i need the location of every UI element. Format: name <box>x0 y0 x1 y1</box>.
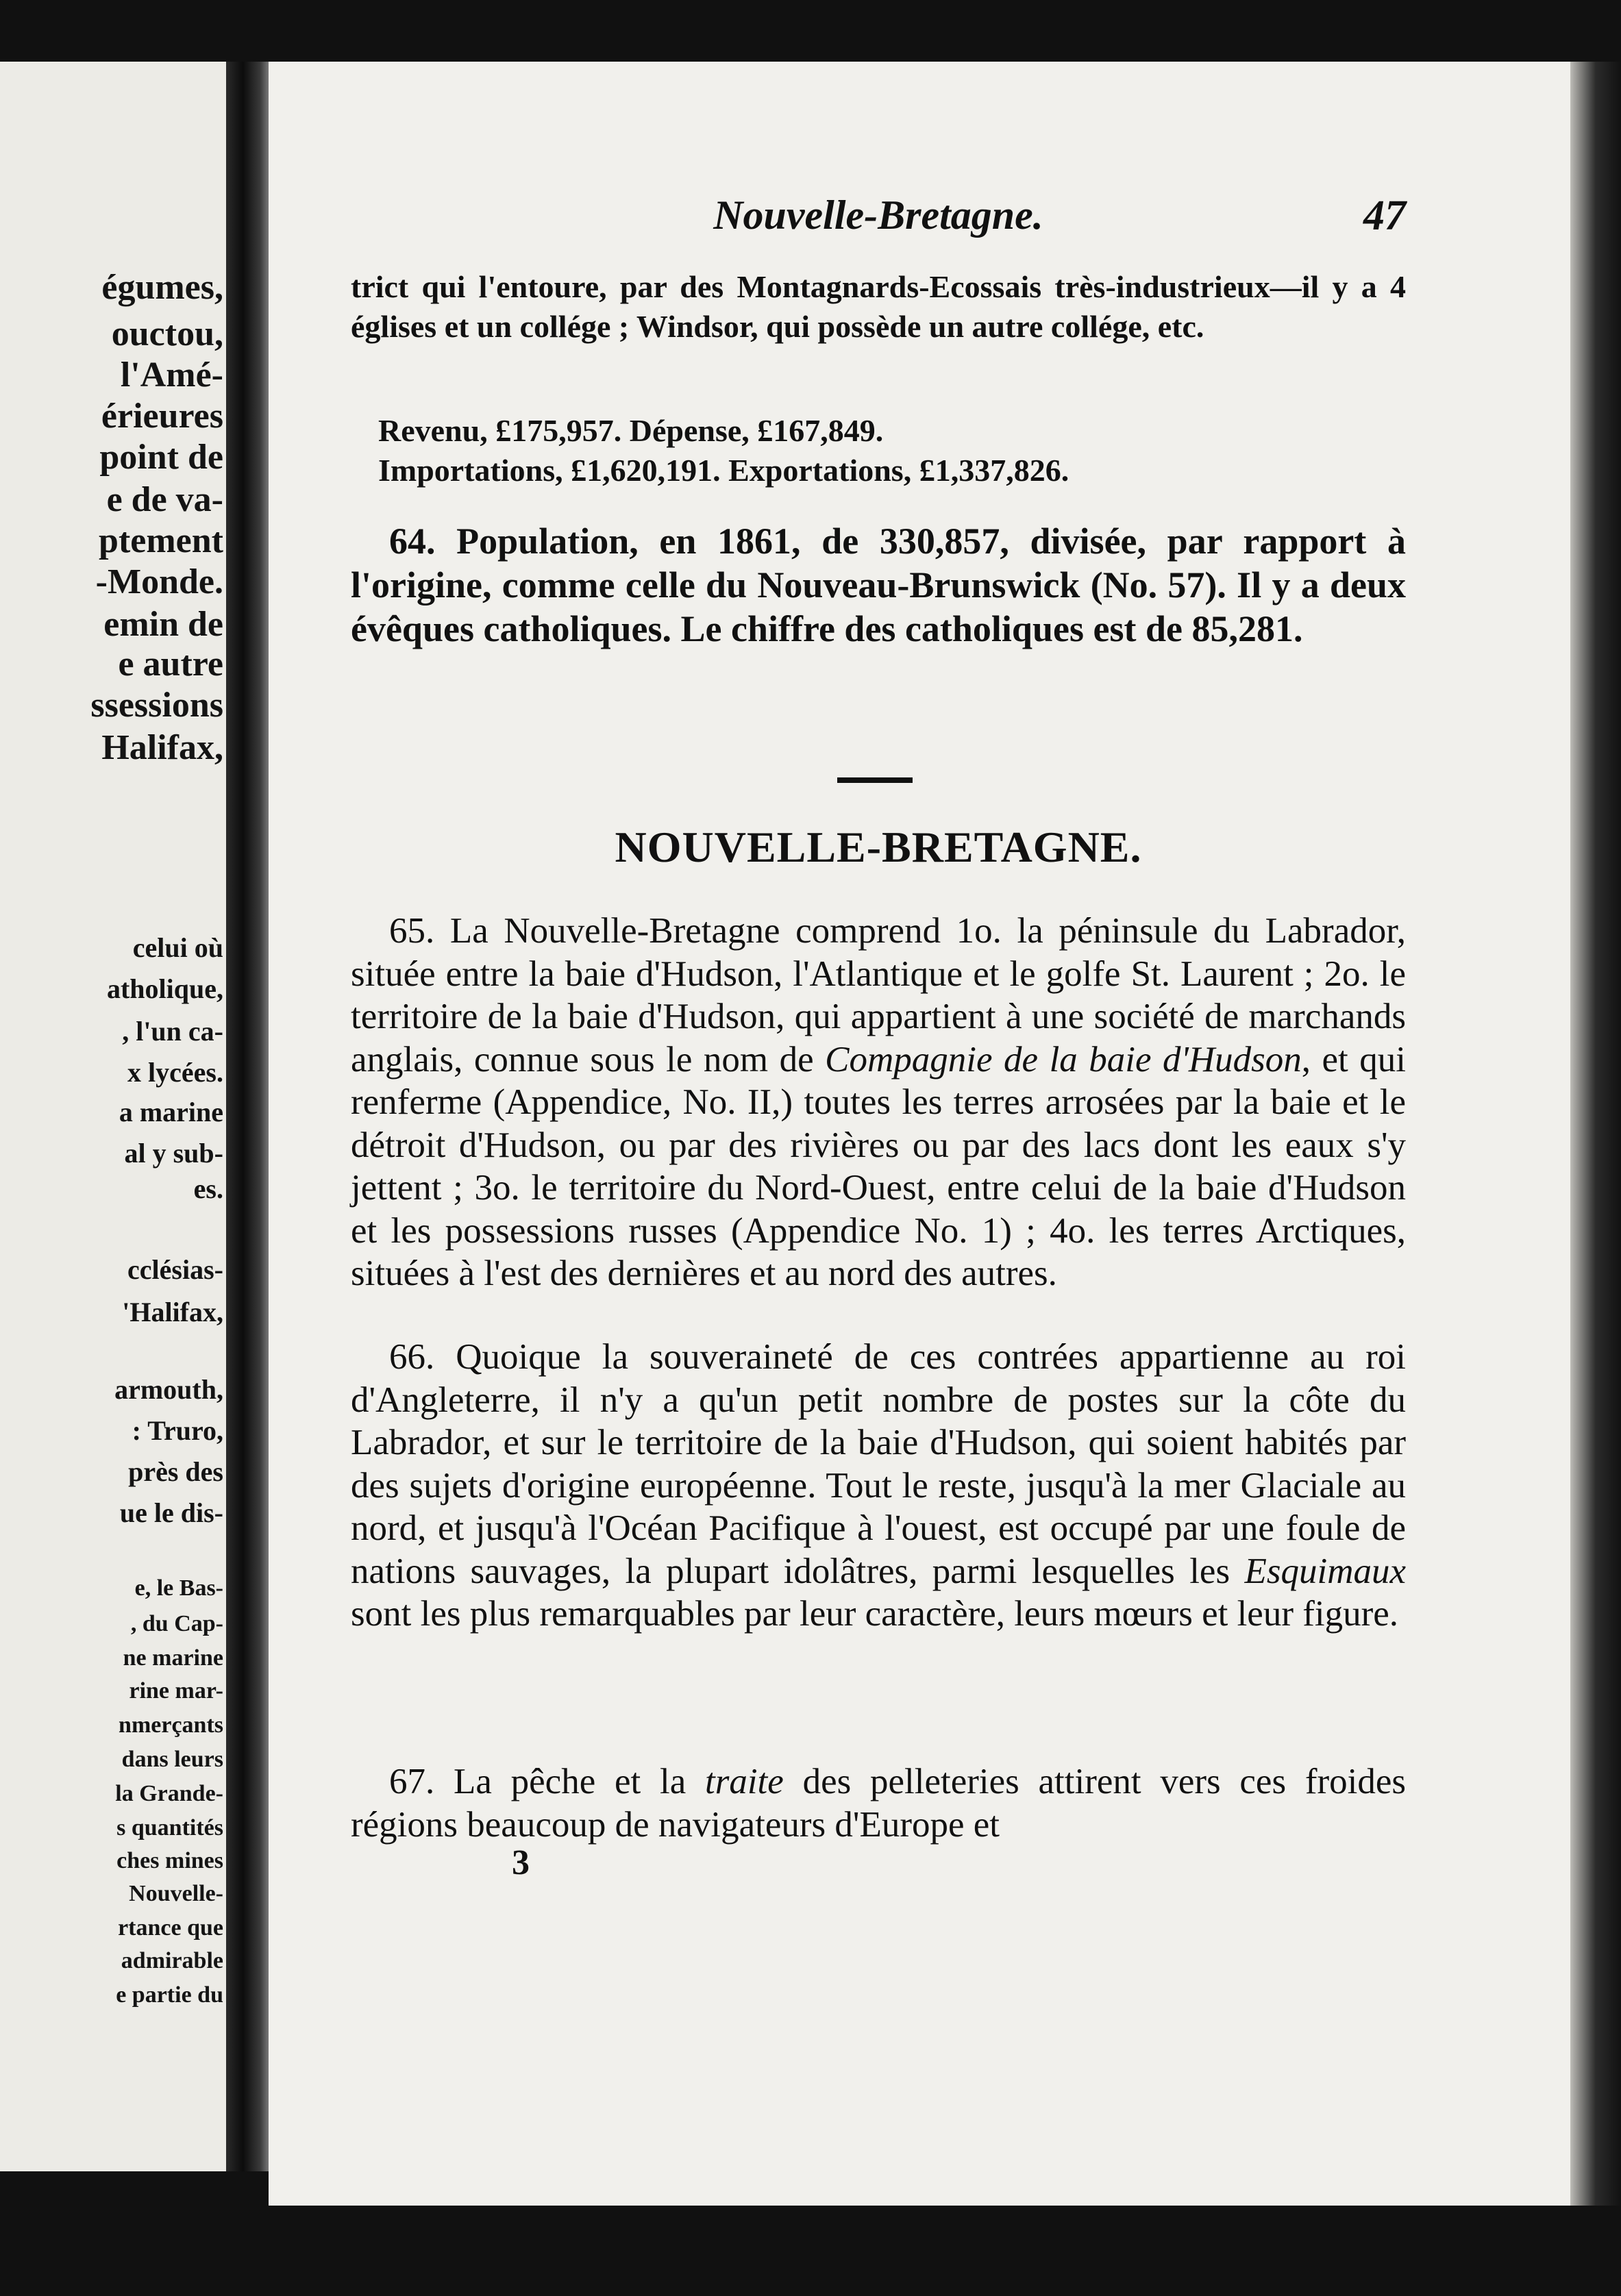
left-page-line: e partie du <box>116 1982 223 2008</box>
book-gutter <box>226 62 269 2171</box>
left-page-line: ne marine <box>123 1645 223 1671</box>
paragraph-65-italic: Compagnie de la baie d'Hudson <box>825 1039 1302 1080</box>
left-page-line: rine mar- <box>129 1678 223 1704</box>
left-page-line: emin de <box>103 605 223 644</box>
left-page-line: armouth, <box>114 1374 223 1405</box>
left-page-line: , du Cap- <box>130 1611 223 1636</box>
paragraph-66-part1: 66. Quoique la souveraineté de ces contrées appartienne au roi d'Angleterre, il n'y a qu'un petit nombre de postes sur la côte du Labrador, et sur le territoire de la baie d'Hudson, qui soient habités par des sujets d'origine européenne. Tout le reste, jusqu'à la mer Glaciale au nord, et jusqu'à l'Océan Pacifique à l'ouest, est occupé par une foule de nations sauvages, la plupart idolâtres, parmi lesquelles les <box>351 1337 1406 1591</box>
paragraph-67-part1: 67. La pêche et la <box>389 1762 705 1801</box>
paragraph-66-part2: sont les plus remarquables par leur caractère, leurs mœurs et leur figure. <box>351 1594 1399 1634</box>
left-page-line: , l'un ca- <box>122 1016 223 1047</box>
paragraph-64-text: 64. Population, en 1861, de 330,857, divisée, par rapport à l'origine, comme celle du Nouveau-Brunswick (No. 57). Il y a deux évêques catholiques. Le chiffre des catholiques est de 85,281. <box>351 521 1406 649</box>
left-page-line: x lycées. <box>127 1057 223 1088</box>
left-page-line: ue le dis- <box>119 1497 223 1528</box>
paragraph-65-part2: , et qui renferme (Appendice, No. II,) toutes les terres arrosées par la baie et le détroit d'Hudson, ou par des rivières ou par des lacs dont les eaux s'y jettent ; 3o. le territoire du Nord-Ouest, entre celui de la baie d'Hudson et les possessions russes (Appendice No. 1) ; 4o. les terres Arctiques, situées à l'est des dernières et au nord des autres. <box>351 1039 1407 1293</box>
page-number: 47 <box>1363 192 1406 239</box>
left-page-line: l'Amé- <box>120 355 223 395</box>
left-page-line: cclésias- <box>127 1254 223 1285</box>
paragraph-67 <box>351 1760 1406 1846</box>
left-page-line: 'Halifax, <box>122 1297 223 1327</box>
paragraph-66-text <box>351 1336 1406 1636</box>
left-page-line: près des <box>128 1456 223 1487</box>
paragraph-67-italic: traite <box>704 1762 784 1801</box>
left-page-line: atholique, <box>106 973 223 1004</box>
left-page-line: e autre <box>118 645 223 684</box>
paragraph-66 <box>351 1336 1406 1636</box>
running-title: Nouvelle-Bretagne. <box>713 192 1043 238</box>
left-page-line: s quantités <box>116 1815 223 1840</box>
left-page-line: nmerçants <box>119 1712 223 1738</box>
financial-stats <box>378 411 1406 490</box>
left-page-line: al y sub- <box>124 1138 223 1169</box>
signature-mark: 3 <box>512 1843 530 1882</box>
left-page-line: -Monde. <box>95 562 223 601</box>
left-page-line: e, le Bas- <box>134 1575 223 1601</box>
paragraph-67-part2: des pelleteries attirent vers ces froides régions beaucoup de navigateurs d'Europe et <box>351 1762 1406 1845</box>
page-edge-shadow <box>1570 62 1621 2206</box>
left-page-line: ssessions <box>90 686 223 725</box>
left-page-line: admirable <box>121 1948 223 1973</box>
intro-text: trict qui l'entoure, par des Montagnards-Ecossais très-industrieux—il y a 4 églises et un collége ; Windsor, qui possède un autre collége, etc. <box>351 269 1406 344</box>
left-page-line: érieures <box>101 397 223 436</box>
stats-revenue-line: Revenu, £175,957. Dépense, £167,849. <box>378 413 884 448</box>
left-page-line: ches mines <box>116 1848 223 1873</box>
left-page-line: dans leurs <box>121 1747 223 1772</box>
left-page-line: Nouvelle- <box>129 1881 223 1906</box>
left-page-line: es. <box>193 1173 223 1204</box>
paragraph-67-text <box>351 1760 1406 1846</box>
left-page-line: e de va- <box>106 480 223 519</box>
right-page <box>269 62 1570 2206</box>
left-page-line: celui où <box>132 932 223 963</box>
left-page-line: égumes, <box>101 268 223 307</box>
paragraph-64 <box>351 519 1406 651</box>
running-header <box>351 192 1406 247</box>
left-page-line: ptement <box>99 521 223 560</box>
section-divider <box>837 777 913 783</box>
left-page-line: rtance que <box>118 1915 223 1941</box>
left-page-line: Halifax, <box>101 728 223 767</box>
paragraph-65 <box>351 910 1406 1295</box>
section-heading: NOUVELLE-BRETAGNE. <box>615 823 1142 871</box>
left-page-line: point de <box>99 438 223 477</box>
left-facing-page <box>0 62 226 2171</box>
left-page-line: ouctou, <box>111 314 223 353</box>
paragraph-66-italic: Esquimaux <box>1244 1551 1406 1591</box>
paragraph-65-text <box>351 910 1406 1295</box>
left-page-line: la Grande- <box>115 1781 223 1806</box>
paragraph-65-part1: 65. La Nouvelle-Bretagne comprend 1o. la péninsule du Labrador, située entre la baie d'Hudson, l'Atlantique et le golfe St. Laurent ; 2o. le territoire de la baie d'Hudson, qui appartient à une société de marchands anglais, connue sous le nom de <box>351 911 1406 1080</box>
intro-paragraph <box>351 267 1406 347</box>
left-page-line: : Truro, <box>132 1415 223 1446</box>
left-page-line: a marine <box>119 1097 223 1127</box>
stats-trade-line: Importations, £1,620,191. Exportations, £1,337,826. <box>378 453 1069 488</box>
